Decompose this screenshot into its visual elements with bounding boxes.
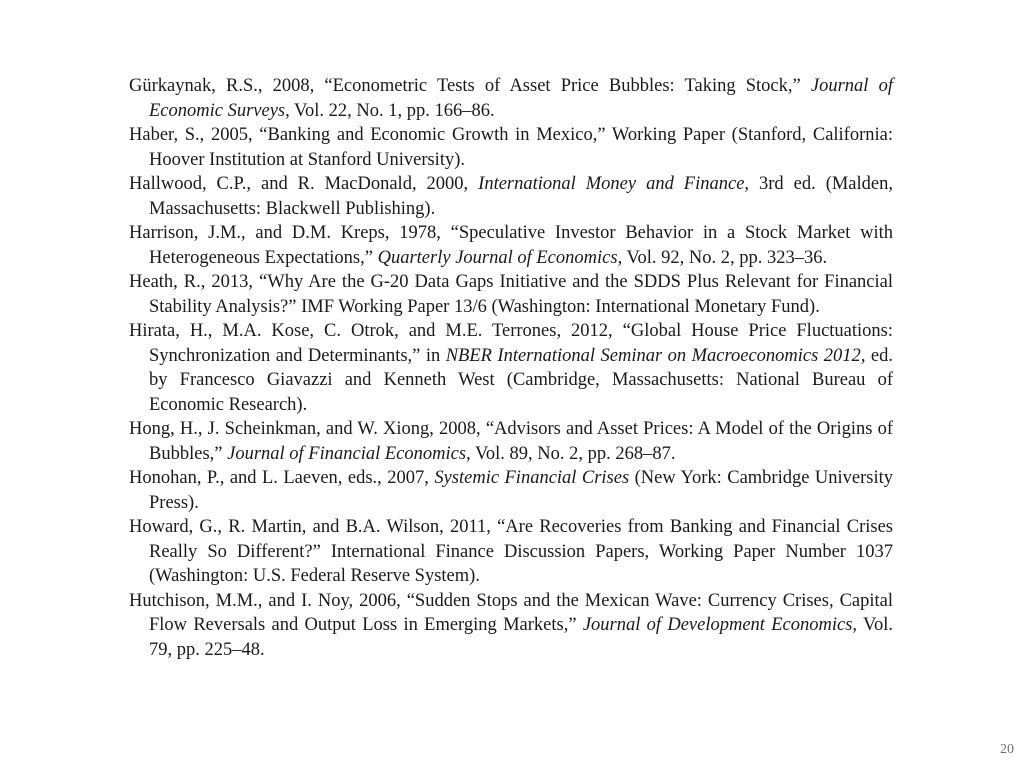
reference-text: , Vol. 22, No. 1, pp. 166–86. <box>285 100 495 121</box>
reference-entry <box>129 319 893 417</box>
reference-italic-title: International Money and Finance <box>478 174 745 194</box>
reference-text: Hutchison, M.M., and I. Noy, 2006, “Sudden Stops and the Mexican Wave: Currency Crises, Capital Flow Reversals and Output Loss in Emerging Markets,” <box>129 590 893 635</box>
reference-italic-title: Journal of Development Economics <box>582 615 853 635</box>
reference-italic-title: Journal of Economic Surveys <box>149 76 893 121</box>
reference-italic-title: NBER International Seminar on Macroeconomics 2012 <box>445 345 861 366</box>
reference-italic-title: Quarterly Journal of Economics <box>377 247 618 268</box>
reference-text: , ed. by Francesco Giavazzi and Kenneth West (Cambridge, Massachusetts: National Bureau of Economic Research). <box>149 345 893 415</box>
page-number: 20 <box>1000 742 1014 757</box>
reference-entry <box>129 172 893 221</box>
reference-text: , 3rd ed. (Malden, Massachusetts: Blackwell Publishing). <box>149 174 893 219</box>
reference-entry <box>129 589 893 663</box>
reference-entry <box>129 466 893 515</box>
reference-entry <box>129 74 893 123</box>
reference-italic-title: Systemic Financial Crises <box>434 468 630 488</box>
reference-text: Hirata, H., M.A. Kose, C. Otrok, and M.E. Terrones, 2012, “Global House Price Fluctuations: Synchronization and Determinants,” in <box>129 321 893 366</box>
reference-text: Honohan, P., and L. Laeven, eds., 2007, <box>129 468 435 488</box>
reference-text: Heath, R., 2013, “Why Are the G-20 Data Gaps Initiative and the SDDS Plus Relevant for Financial Stability Analysis?” IMF Working Paper 13/6 (Washington: International Monetary Fund). <box>129 272 893 317</box>
reference-text: , Vol. 92, No. 2, pp. 323–36. <box>617 247 828 268</box>
reference-text: Hong, H., J. Scheinkman, and W. Xiong, 2008, “Advisors and Asset Prices: A Model of the Origins of Bubbles,” <box>129 419 893 464</box>
reference-text: , Vol. 89, No. 2, pp. 268–87. <box>466 443 676 464</box>
reference-text: , Vol. 79, pp. 225–48. <box>149 615 893 660</box>
reference-text: Harrison, J.M., and D.M. Kreps, 1978, “Speculative Investor Behavior in a Stock Market with Heterogeneous Expectations,” <box>129 223 893 268</box>
reference-entry <box>129 270 893 319</box>
reference-italic-title: Journal of Financial Economics <box>227 443 467 464</box>
reference-list <box>129 74 893 662</box>
reference-entry <box>129 417 893 466</box>
reference-entry <box>129 515 893 589</box>
reference-text: Gürkaynak, R.S., 2008, “Econometric Tests of Asset Price Bubbles: Taking Stock,” <box>129 76 811 96</box>
reference-entry <box>129 123 893 172</box>
reference-entry <box>129 221 893 270</box>
reference-text: Howard, G., R. Martin, and B.A. Wilson, 2011, “Are Recoveries from Banking and Financial Crises Really So Different?” International Finance Discussion Papers, Working Paper Number 1037 (Washington: U.S. Federal Reserve System). <box>129 517 893 586</box>
reference-text: Hallwood, C.P., and R. MacDonald, 2000, <box>129 174 479 194</box>
reference-text: (New York: Cambridge University Press). <box>149 468 893 513</box>
reference-text: Haber, S., 2005, “Banking and Economic Growth in Mexico,” Working Paper (Stanford, California: Hoover Institution at Stanford University). <box>129 125 893 170</box>
